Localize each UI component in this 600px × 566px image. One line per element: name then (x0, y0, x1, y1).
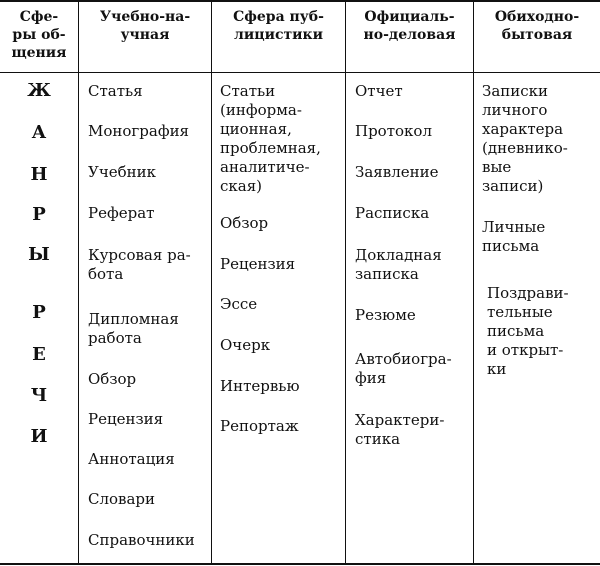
genre-line: бота (88, 265, 124, 283)
genre-line: Протокол (355, 122, 432, 140)
genre-line: Расписка (355, 204, 430, 222)
vertical-letter: Е (32, 344, 46, 365)
genre-line: ки (487, 360, 507, 378)
table-bottom-border (0, 563, 600, 565)
header-line: Сфе- (19, 9, 59, 25)
genre-line: письма (482, 237, 540, 255)
genre-item (88, 450, 175, 469)
column-divider (345, 0, 346, 565)
genre-line: записи) (482, 177, 544, 195)
genre-line: Монография (88, 122, 190, 140)
header-scientific (79, 8, 211, 44)
table-top-border (0, 0, 600, 2)
genre-line: Курсовая ра- (88, 246, 191, 264)
genre-line: Реферат (88, 204, 155, 222)
header-everyday (474, 8, 600, 44)
genre-line: Резюме (355, 306, 416, 324)
genre-line: письма (487, 322, 545, 340)
genre-line: Личные (482, 218, 546, 236)
genre-line: характера (482, 120, 564, 138)
genre-item (482, 218, 545, 256)
genre-line: Словари (88, 490, 156, 508)
genre-line: Характери- (355, 411, 445, 429)
genre-line: Рецензия (220, 255, 296, 273)
genre-item (88, 370, 136, 389)
header-official (346, 8, 473, 44)
header-line: щения (11, 45, 67, 61)
genre-item (88, 531, 195, 550)
genre-item (355, 246, 442, 284)
genre-item (220, 214, 268, 233)
genre-item (355, 411, 444, 449)
genre-item (220, 417, 299, 436)
genre-line: работа (88, 329, 142, 347)
genre-item (88, 122, 189, 141)
genre-line: тельные (487, 303, 553, 321)
genre-line: Отчет (355, 82, 403, 100)
header-line: Официаль- (364, 9, 455, 25)
column-divider (473, 0, 474, 565)
genre-line: стика (355, 430, 401, 448)
header-line: ры об- (12, 27, 66, 43)
genre-line: Заявление (355, 163, 439, 181)
genre-item (220, 82, 321, 196)
genre-item (482, 82, 568, 196)
genre-line: Статьи (220, 82, 276, 100)
header-line: бытовая (501, 27, 573, 43)
genre-line: Рецензия (88, 410, 164, 428)
genre-line: Докладная (355, 246, 442, 264)
genre-line: ская) (220, 177, 263, 195)
genre-line: Дипломная (88, 310, 179, 328)
genre-line: Автобиогра- (355, 350, 452, 368)
genre-line: Справочники (88, 531, 195, 549)
genre-item (88, 310, 179, 348)
genre-line: Репортаж (220, 417, 299, 435)
vertical-letter: Ч (30, 385, 48, 406)
genre-item (88, 204, 154, 223)
genre-item (355, 122, 432, 141)
genre-line: Интервью (220, 377, 300, 395)
genre-line: Эссе (220, 295, 258, 313)
genre-line: личного (482, 101, 548, 119)
genre-item (220, 336, 270, 355)
genre-line: Очерк (220, 336, 271, 354)
genre-line: записка (355, 265, 419, 283)
genre-line: проблемная, (220, 139, 321, 157)
genre-item (220, 255, 295, 274)
genre-item (220, 377, 300, 396)
genre-line: Поздрави- (487, 284, 569, 302)
header-line: лицистики (233, 27, 324, 43)
genre-item (88, 410, 163, 429)
genre-line: фия (355, 369, 387, 387)
header-line: Учебно-на- (99, 9, 191, 25)
genre-item (88, 82, 143, 101)
genre-item (355, 163, 438, 182)
vertical-letter: Р (32, 204, 46, 225)
genre-item (88, 246, 191, 284)
header-line: но-деловая (363, 27, 456, 43)
genre-item (355, 82, 403, 101)
genre-item (487, 284, 569, 379)
column-divider (78, 0, 79, 565)
genre-line: Обзор (88, 370, 137, 388)
genre-item (355, 350, 452, 388)
genre-line: аналитиче- (220, 158, 310, 176)
genre-item (355, 306, 416, 325)
header-spheres (0, 8, 78, 62)
genre-line: Учебник (88, 163, 157, 181)
genre-item (88, 490, 155, 509)
genre-item (220, 295, 257, 314)
vertical-letter: Ы (28, 244, 50, 265)
genre-line: вые (482, 158, 512, 176)
genre-line: (информа- (220, 101, 302, 119)
genre-line: (дневнико- (482, 139, 568, 157)
vertical-letter: А (31, 122, 47, 143)
genre-line: ционная, (220, 120, 292, 138)
genre-item (355, 204, 429, 223)
vertical-letter: Р (32, 302, 46, 323)
genre-line: Обзор (220, 214, 269, 232)
genre-line: Аннотация (88, 450, 175, 468)
header-publicistic (212, 8, 345, 44)
genre-line: и открыт- (487, 341, 564, 359)
vertical-letter: И (30, 426, 48, 447)
header-divider (0, 72, 600, 73)
vertical-letter: Н (30, 164, 48, 185)
header-line: Обиходно- (494, 9, 580, 25)
genre-line: Записки (482, 82, 549, 100)
genre-item (88, 163, 156, 182)
vertical-letter: Ж (27, 80, 51, 101)
header-line: Сфера пуб- (233, 9, 324, 25)
header-line: учная (120, 27, 170, 43)
genre-line: Статья (88, 82, 143, 100)
column-divider (211, 0, 212, 565)
